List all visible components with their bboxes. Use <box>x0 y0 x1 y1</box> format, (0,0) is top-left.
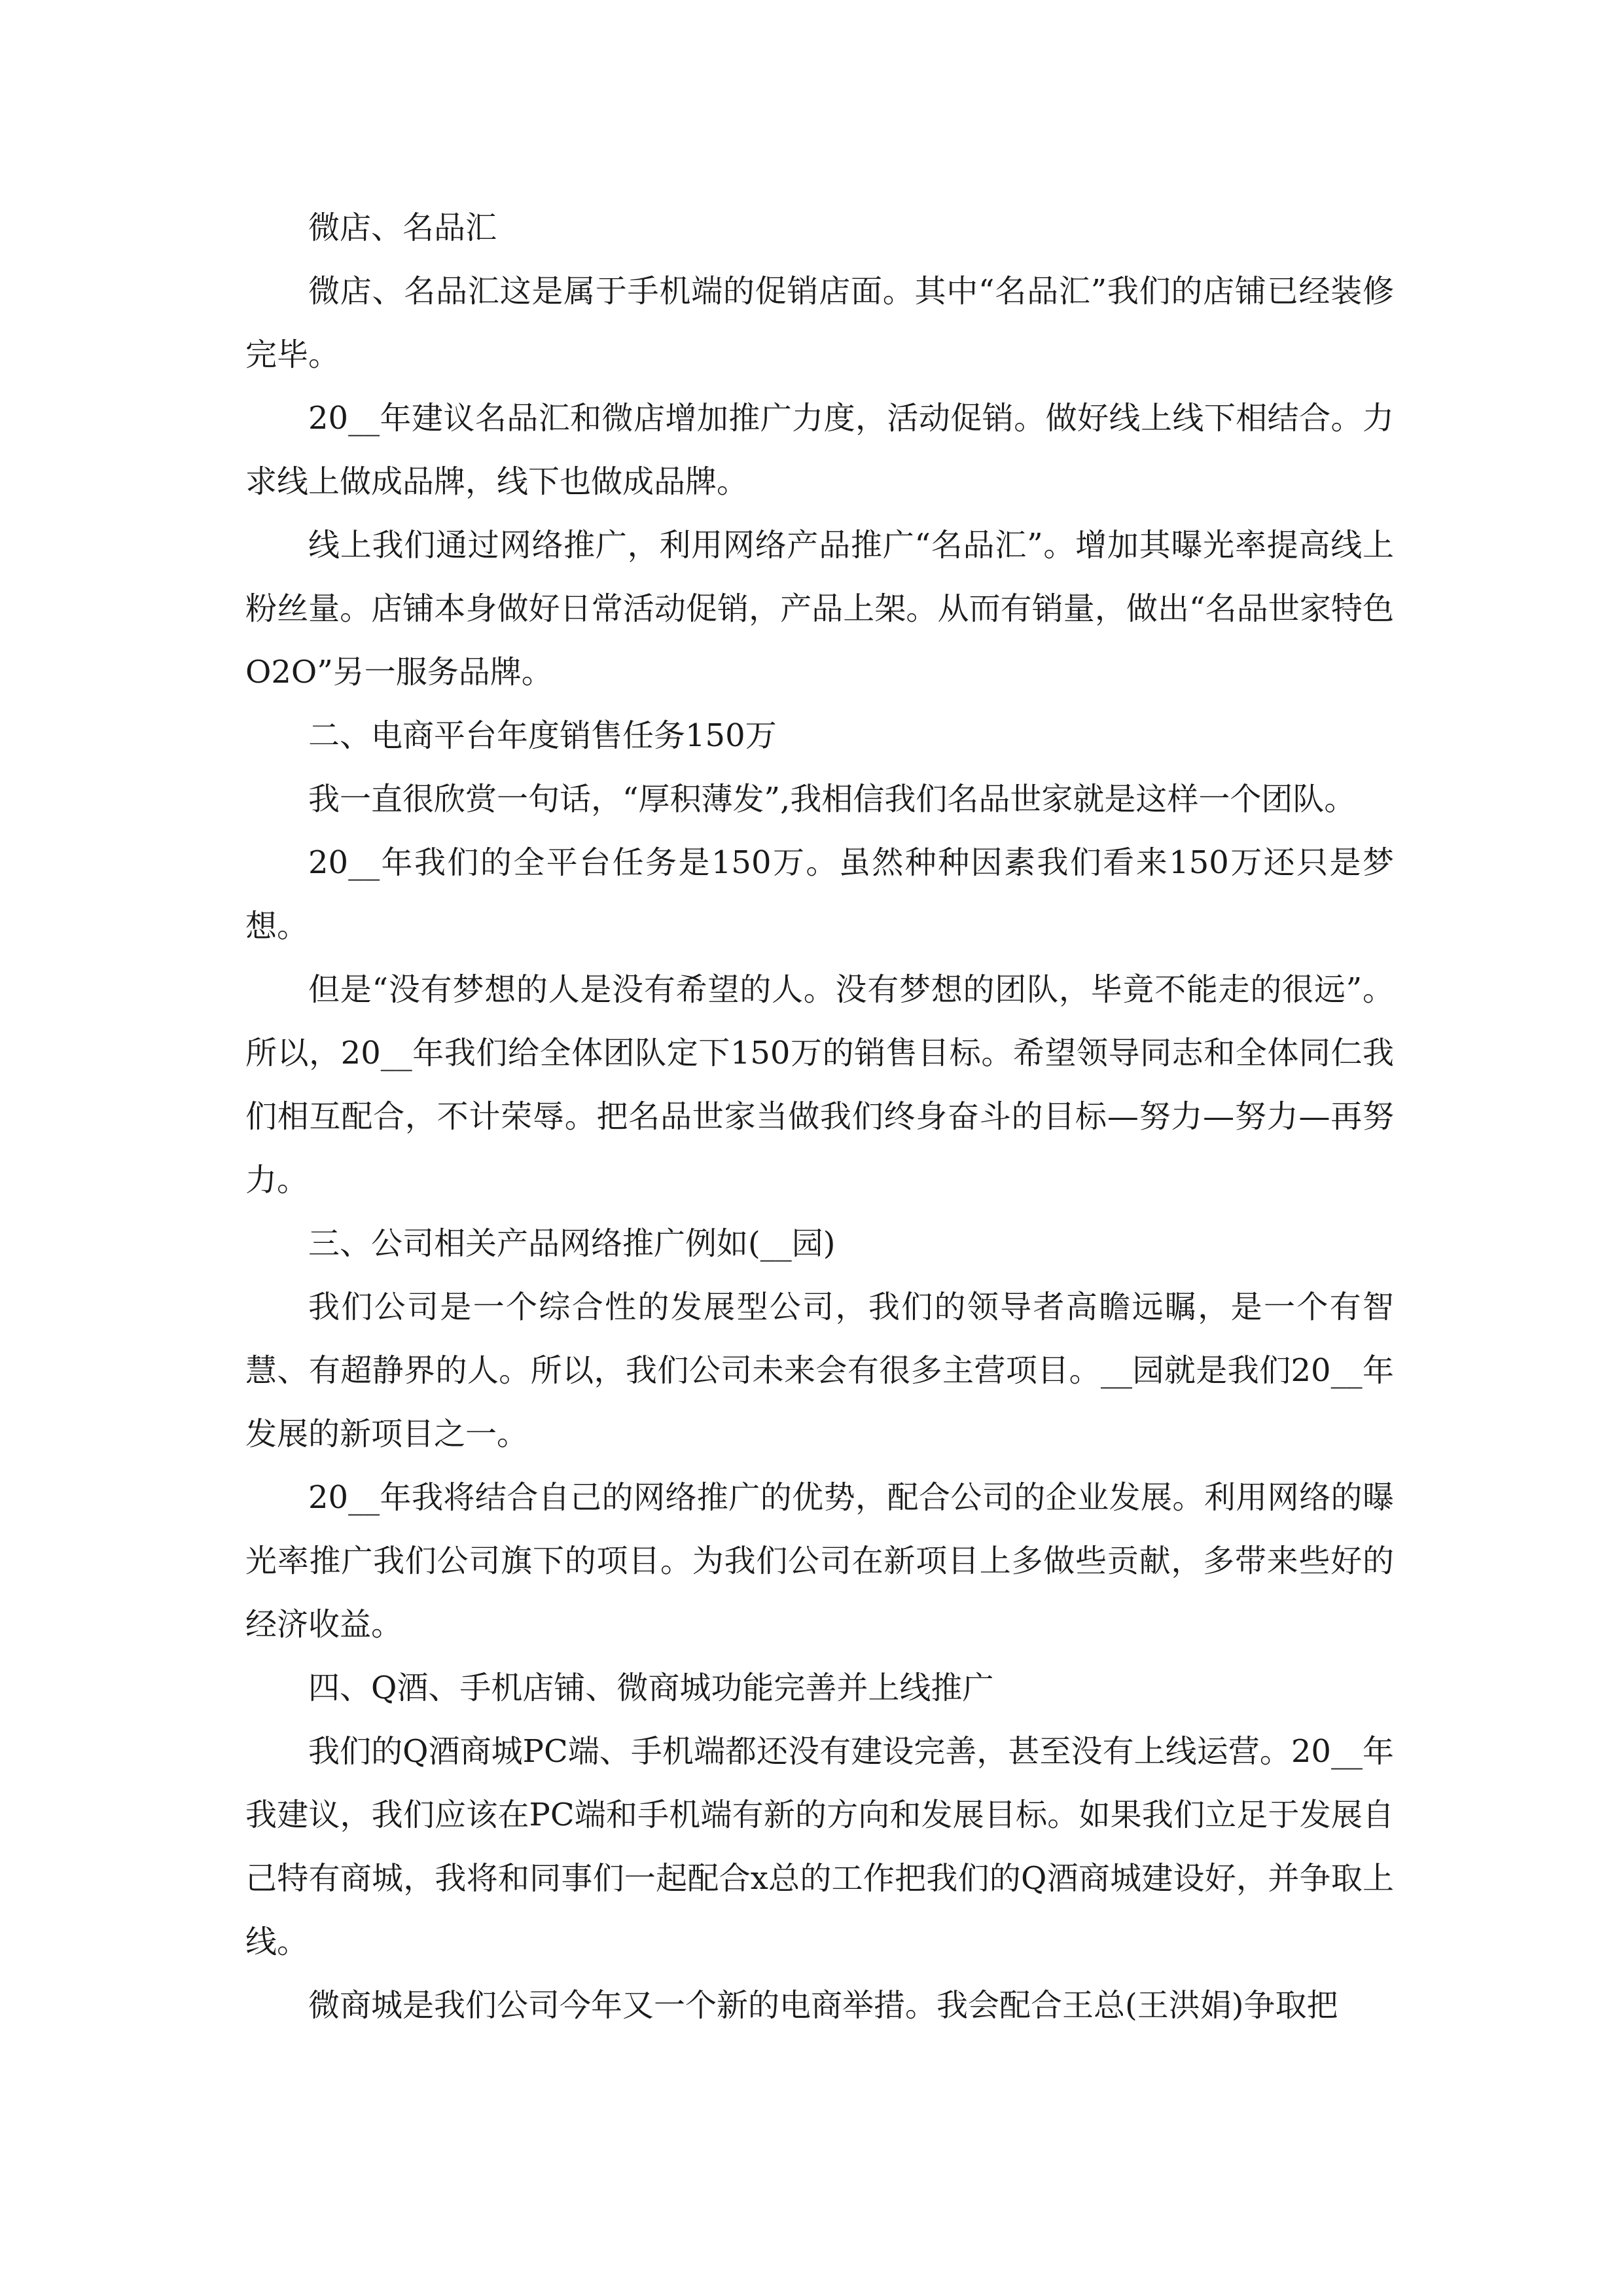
paragraph: 我们的Q酒商城PC端、手机端都还没有建设完善，甚至没有上线运营。20__年我建议，我们应该在PC端和手机端有新的方向和发展目标。如果我们立足于发展自己特有商城，我将和同事们一起配合x总的工作把我们的Q酒商城建设好，并争取上线。 <box>245 1733 1394 1960</box>
section-heading: 二、电商平台年度销售任务150万 <box>308 717 777 754</box>
paragraph: 20__年建议名品汇和微店增加推广力度，活动促销。做好线上线下相结合。力求线上做成品牌，线下也做成品牌。 <box>245 400 1394 500</box>
paragraph: 20__年我将结合自己的网络推广的优势，配合公司的企业发展。利用网络的曝光率推广我们公司旗下的项目。为我们公司在新项目上多做些贡献，多带来些好的经济收益。 <box>245 1479 1394 1643</box>
paragraph: 但是“没有梦想的人是没有希望的人。没有梦想的团队，毕竟不能走的很远”。所以，20__年我们给全体团队定下150万的销售目标。希望领导同志和全体同仁我们相互配合，不计荣辱。把名品世家当做我们终身奋斗的目标—努力—努力—再努力。 <box>245 971 1394 1198</box>
paragraph-subheading: 微店、名品汇 <box>308 209 497 246</box>
paragraph: 我一直很欣赏一句话，“厚积薄发”,我相信我们名品世家就是这样一个团队。 <box>308 781 1356 817</box>
paragraph: 微商城是我们公司今年又一个新的电商举措。我会配合王总(王洪娟)争取把 <box>308 1987 1338 2024</box>
paragraph: 20__年我们的全平台任务是150万。虽然种种因素我们看来150万还只是梦想。 <box>245 844 1394 944</box>
document-body <box>245 196 1394 2037</box>
section-heading: 三、公司相关产品网络推广例如(__园) <box>308 1225 836 1262</box>
section-heading: 四、Q酒、手机店铺、微商城功能完善并上线推广 <box>308 1670 994 1706</box>
paragraph: 微店、名品汇这是属于手机端的促销店面。其中“名品汇”我们的店铺已经装修完毕。 <box>245 273 1394 373</box>
paragraph: 我们公司是一个综合性的发展型公司，我们的领导者高瞻远瞩，是一个有智慧、有超静界的人。所以，我们公司未来会有很多主营项目。__园就是我们20__年发展的新项目之一。 <box>245 1289 1394 1452</box>
paragraph: 线上我们通过网络推广，利用网络产品推广“名品汇”。增加其曝光率提高线上粉丝量。店铺本身做好日常活动促销，产品上架。从而有销量，做出“名品世家特色O2O”另一服务品牌。 <box>245 527 1394 691</box>
